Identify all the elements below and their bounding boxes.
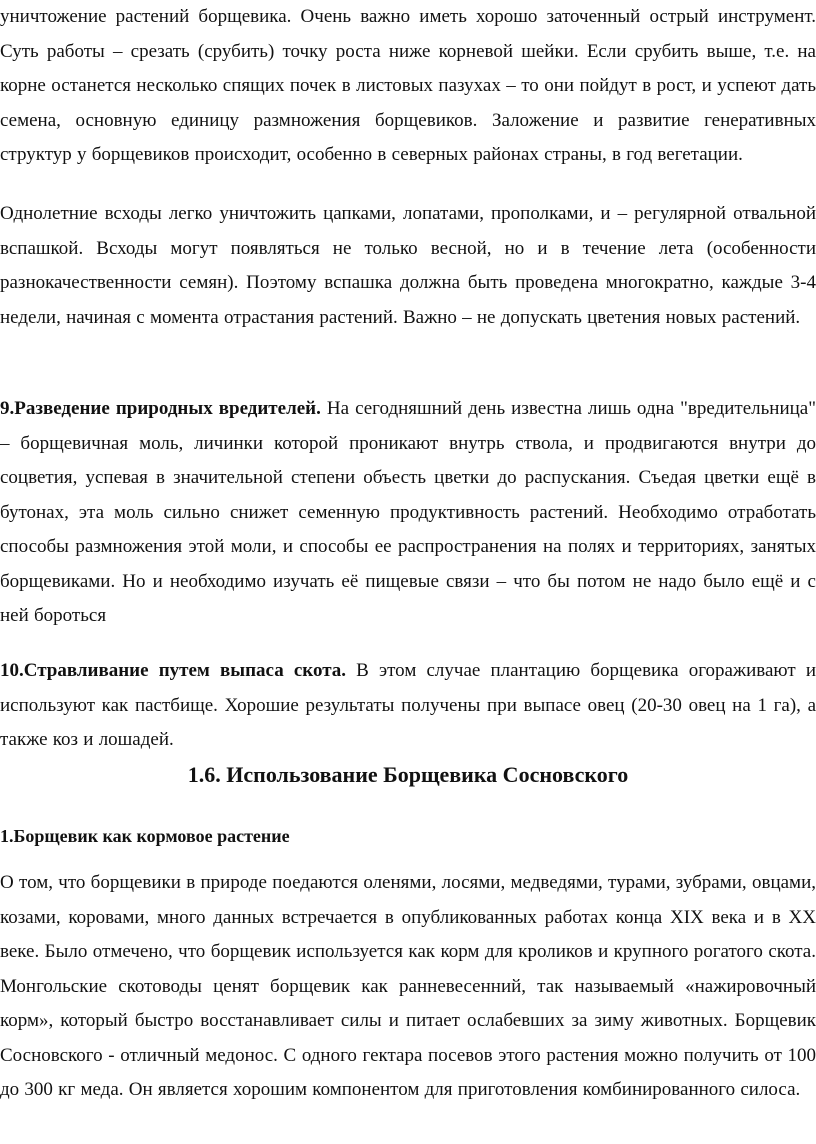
paragraph-hogweed-cutting: уничтожение растений борщевика. Очень важно иметь хорошо заточенный острый инструмент. Суть работы – срезать (срубить) точку роста ниже корневой шейки. Если срубить выше, т.е. на корне останется несколько спящих почек в листовых пазухах – то они пойдут в рост, и успеют дать семена, основную единицу размножения борщевиков. Заложение и развитие генеративных структур у борщевиков происходит, особенно в северных районах страны, в год вегетации. bbox=[0, 6, 816, 165]
subheading-forage-plant: 1.Борщевик как кормовое растение bbox=[0, 826, 290, 846]
paragraph-livestock-grazing bbox=[0, 654, 816, 758]
natural-pests-lead: 9.Разведение природных вредителей. bbox=[0, 398, 321, 419]
livestock-grazing-text: В этом случае плантацию борщевика огораживают и используют как пастбище. Хорошие результаты получены при выпасе овец (20-30 овец на 1 га), а также коз и лошадей. bbox=[0, 660, 816, 750]
livestock-grazing-lead: 10.Стравливание путем выпаса скота. bbox=[0, 660, 347, 681]
paragraph-natural-pests bbox=[0, 392, 816, 634]
paragraph-forage-use: О том, что борщевики в природе поедаются оленями, лосями, медведями, турами, зубрами, овцами, козами, коровами, много данных встречается в опубликованных работах конца XIX века и в XX веке. Было отмечено, что борщевик используется как корм для кроликов и крупного рогатого скота. Монгольские скотоводы ценят борщевик как ранневесенний, так называемый «нажировочный корм», который быстро восстанавливает силы и питает ослабевших за зиму животных. Борщевик Сосновского - отличный медонос. С одного гектара посевов этого растения можно получить от 100 до 300 кг меда. Он является хорошим компонентом для приготовления комбинированного силоса. bbox=[0, 872, 816, 1100]
natural-pests-text: На сегодняшний день известна лишь одна "вредительница" – борщевичная моль, личинки которой проникают внутрь ствола, и продвигаются внутри до соцветия, успевая в значительной степени объесть цветки до распускания. Съедая цветки ещё в бутонах, эта моль сильно снижет семенную продуктивность растений. Необходимо отработать способы размножения этой моли, и способы ее распространения на полях и территориях, занятых борщевиками. Но и необходимо изучать её пищевые связи – что бы потом не надо было ещё и с ней бороться bbox=[0, 398, 816, 626]
paragraph-annual-seedlings: Однолетние всходы легко уничтожить цапками, лопатами, прополками, и – регулярной отвальной вспашкой. Всходы могут появляться не только весной, но и в течение лета (особенности разнокачественности семян). Поэтому вспашка должна быть проведена многократно, каждые 3-4 недели, начиная с момента отрастания растений. Важно – не допускать цветения новых растений. bbox=[0, 203, 816, 328]
section-heading: 1.6. Использование Борщевика Сосновского bbox=[187, 762, 629, 787]
